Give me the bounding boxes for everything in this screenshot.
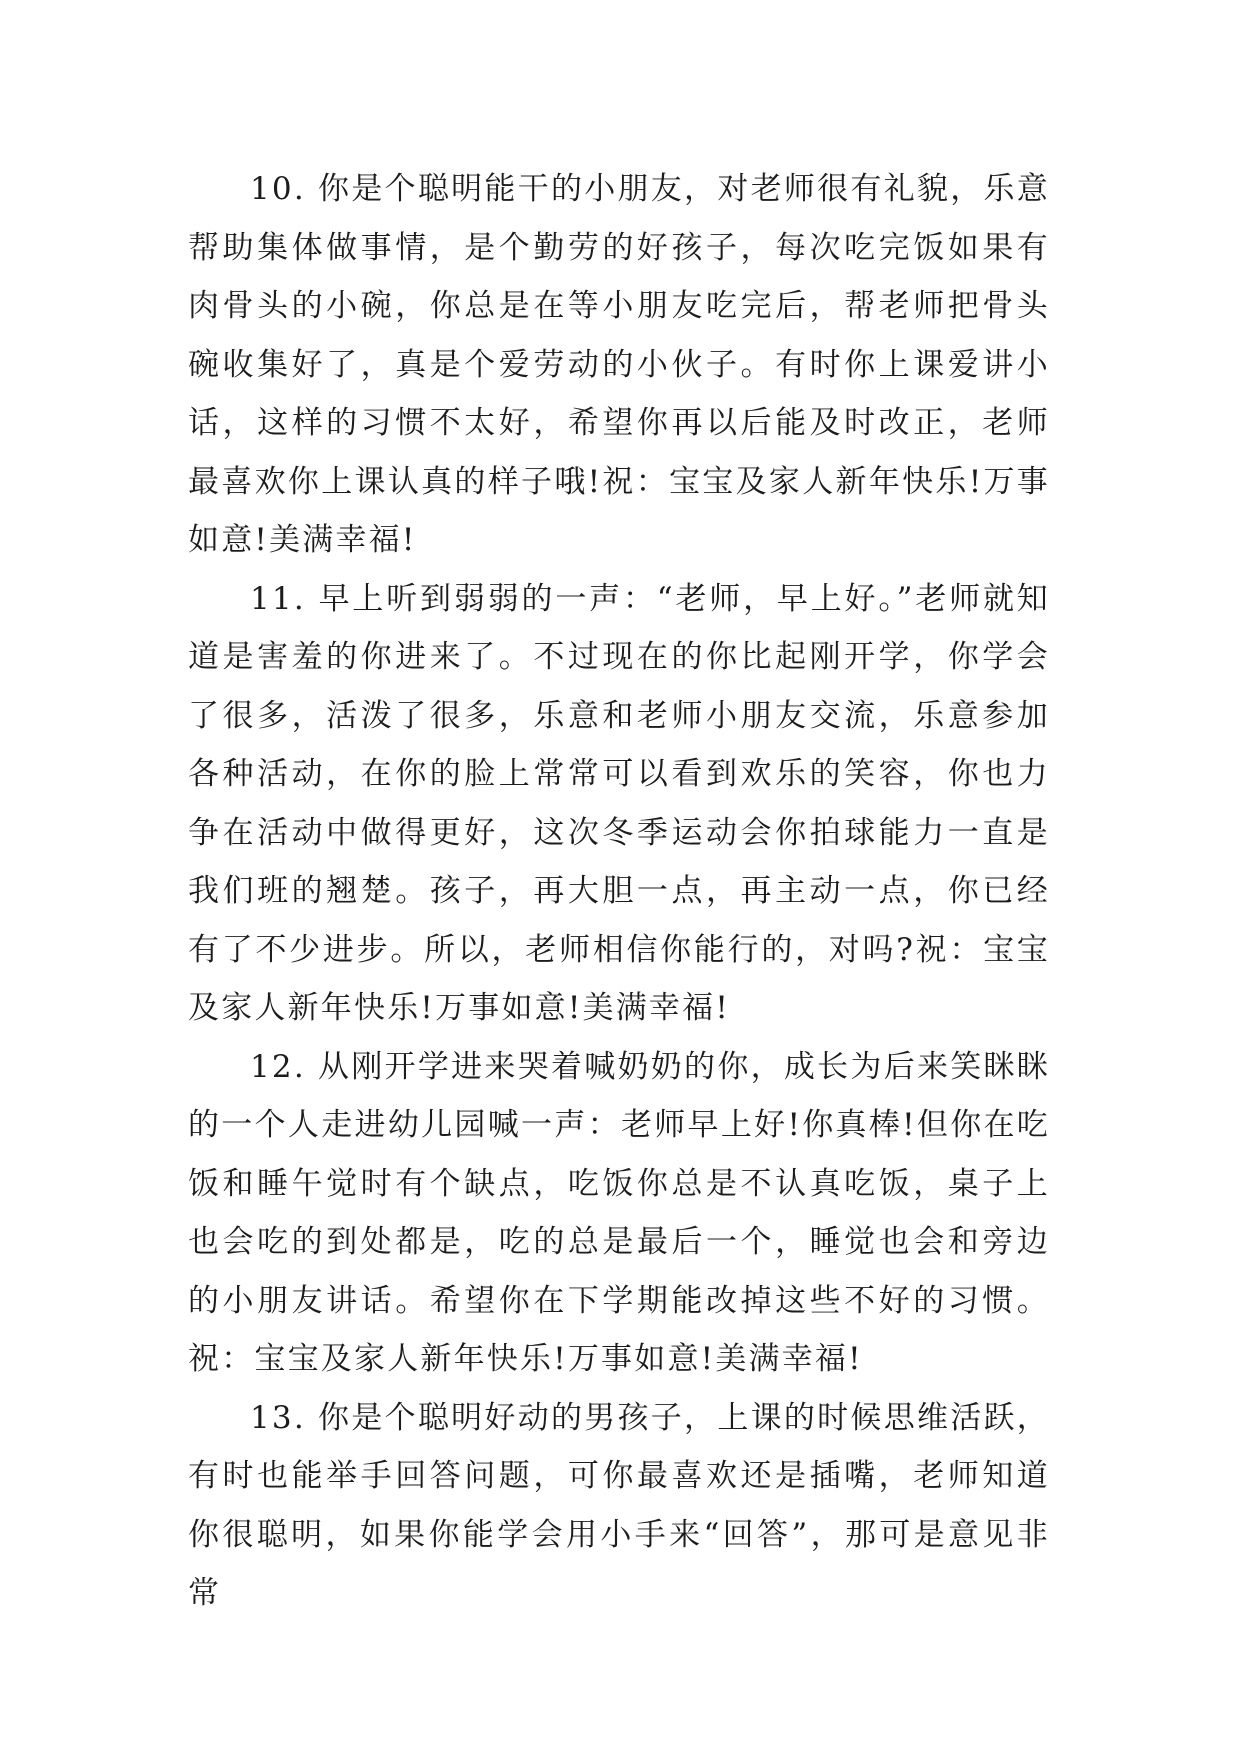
paragraph-number: 12. <box>250 1048 306 1085</box>
paragraph-text: 早上听到弱弱的一声：“老师，早上好。”老师就知道是害羞的你进来了。不过现在的你比起刚开学，你学会了很多，活泼了很多，乐意和老师小朋友交流，乐意参加各种活动，在你的脸上常常可以看到欢乐的笑容，你也力争在活动中做得更好，这次冬季运动会你拍球能力一直是我们班的翘楚。孩子，再大胆一点，再主动一点，你已经有了不少进步。所以，老师相信你能行的，对吗?祝：宝宝及家人新年快乐!万事如意!美满幸福! <box>188 580 1051 1026</box>
paragraph-text: 你是个聪明好动的男孩子，上课的时候思维活跃，有时也能举手回答问题，可你最喜欢还是插嘴，老师知道你很聪明，如果你能学会用小手来“回答”，那可是意见非常 <box>188 1399 1050 1611</box>
paragraph-10 <box>188 160 1050 570</box>
document-body <box>188 160 1050 1623</box>
paragraph-text: 从刚开学进来哭着喊奶奶的你，成长为后来笑眯眯的一个人走进幼儿园喊一声：老师早上好!你真棒!但你在吃饭和睡午觉时有个缺点，吃饭你总是不认真吃饭，桌子上也会吃的到处都是，吃的总是最后一个，睡觉也会和旁边的小朋友讲话。希望你在下学期能改掉这些不好的习惯。祝：宝宝及家人新年快乐!万事如意!美满幸福! <box>188 1048 1050 1377</box>
paragraph-text: 你是个聪明能干的小朋友，对老师很有礼貌，乐意帮助集体做事情，是个勤劳的好孩子，每次吃完饭如果有肉骨头的小碗，你总是在等小朋友吃完后，帮老师把骨头碗收集好了，真是个爱劳动的小伙子。有时你上课爱讲小话，这样的习惯不太好，希望你再以后能及时改正，老师最喜欢你上课认真的样子哦!祝：宝宝及家人新年快乐!万事如意!美满幸福! <box>188 171 1050 558</box>
paragraph-number: 11. <box>250 580 306 617</box>
paragraph-13 <box>188 1389 1050 1623</box>
paragraph-11 <box>188 570 1050 1038</box>
paragraph-number: 13. <box>250 1399 306 1436</box>
paragraph-number: 10. <box>250 171 306 207</box>
paragraph-12 <box>188 1038 1050 1389</box>
